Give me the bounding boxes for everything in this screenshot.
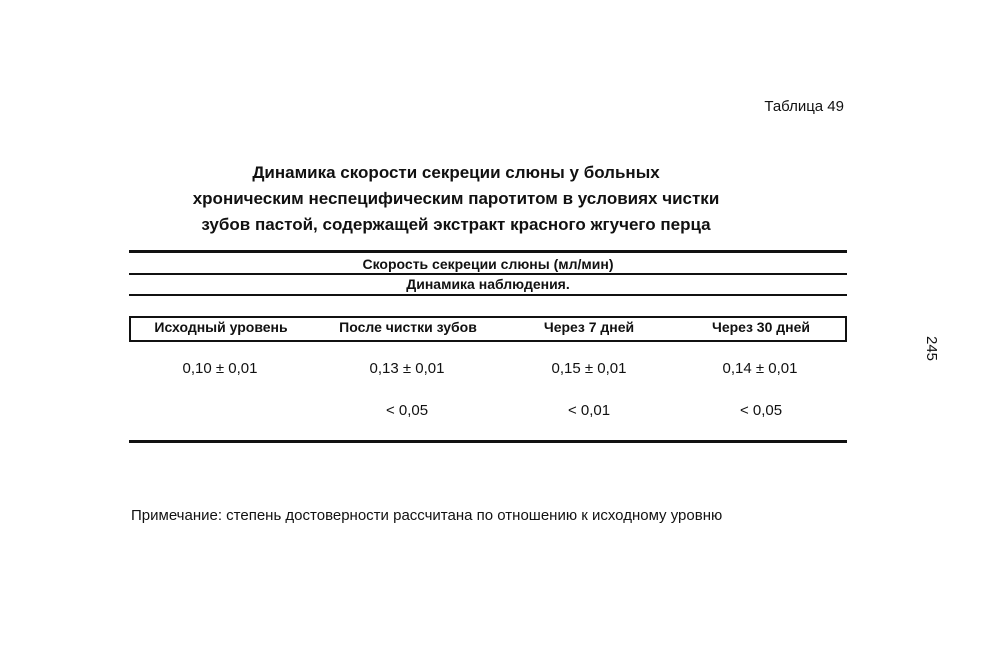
cell-value-30-days: 0,14 ± 0,01 <box>722 360 798 377</box>
column-header-30-days: Через 30 дней <box>711 319 811 335</box>
cell-p-30-days: < 0,05 <box>739 402 783 419</box>
rule-after-dynamics <box>129 294 847 296</box>
column-header-after-brushing: После чистки зубов <box>339 319 477 335</box>
cell-p-after-brushing: < 0,05 <box>385 402 429 419</box>
column-header-7-days: Через 7 дней <box>543 319 635 335</box>
page-number: 245 <box>923 336 940 362</box>
column-header-baseline: Исходный уровень <box>154 319 288 335</box>
table-number: Таблица 49 <box>764 98 844 115</box>
rule-after-rate <box>129 273 847 275</box>
cell-value-after-brushing: 0,13 ± 0,01 <box>369 360 445 377</box>
rule-bottom <box>129 440 847 443</box>
rule-top <box>129 250 847 253</box>
span-header-dynamics: Динамика наблюдения. <box>406 276 570 292</box>
cell-value-baseline: 0,10 ± 0,01 <box>182 360 258 377</box>
cell-value-7-days: 0,15 ± 0,01 <box>551 360 627 377</box>
title-line-2: хроническим неспецифическим паротитом в условиях чистки <box>192 189 720 208</box>
table-note: Примечание: степень достоверности рассчитана по отношению к исходному уровню <box>131 507 723 524</box>
cell-p-7-days: < 0,01 <box>567 402 611 419</box>
span-header-rate: Скорость секреции слюны (мл/мин) <box>362 256 614 272</box>
table-title <box>130 160 782 238</box>
title-line-3: зубов пастой, содержащей экстракт красного жгучего перца <box>201 215 711 234</box>
title-line-1: Динамика скорости секреции слюны у больных <box>252 163 660 182</box>
